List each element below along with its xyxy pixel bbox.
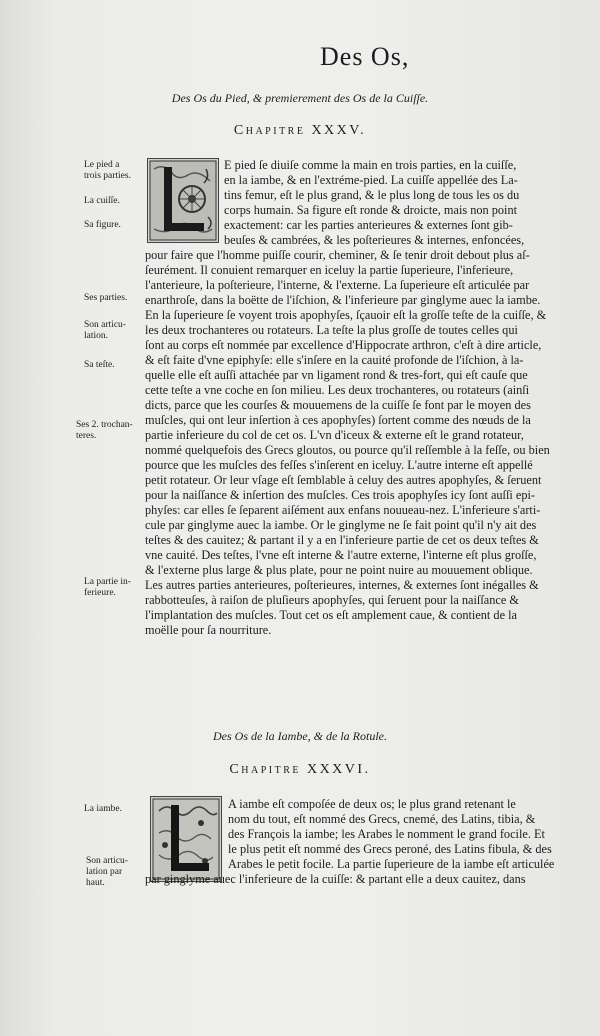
text-line: l'implantation des muſcles. Tout cet os eſt amplement caue, & contient de la <box>145 608 517 622</box>
text-line: Les autres parties anterieures, poſterieures, internes, & externes ſont inégalles & <box>145 578 539 592</box>
text-line: pource que les muſcles des feſſes s'inſerent en iceluy. L'autre interne eſt appellé <box>145 458 533 472</box>
text-line: ſeurément. Il conuient remarquer en iceluy la partie ſuperieure, l'inferieure, <box>145 263 514 277</box>
text-line: enarthroſe, dans la boëtte de l'iſchion, & l'inferieure par ginglyme auec la iambe. <box>145 293 541 307</box>
running-header: Des Os, <box>320 42 410 71</box>
margin-note: Son articu- lation. <box>84 320 126 341</box>
text-line: ſont au corps eſt nommée par excellence d'Hippocrate arthron, c'eſt à dire article, <box>145 338 542 352</box>
text-line: moëlle pour ſa nourriture. <box>145 623 272 637</box>
margin-note: Le pied a trois parties. <box>84 160 131 181</box>
margin-note: Sa teſte. <box>84 360 115 370</box>
text-line: cette teſte a vne coche en ſon milieu. Les deux trochanteres, ou rotateurs (ainſi <box>145 383 530 397</box>
chapter-heading-36: Chapitre XXXVI. <box>229 762 371 777</box>
text-line: petit rotateur. Or leur vſage eſt ſemblable à celuy des autres apophyſes, & ſeruent <box>145 473 542 487</box>
text-line: exactement: car les parties anterieures & externes ſont gib- <box>224 218 513 232</box>
text-line: les deux trochanteres ou rotateurs. La teſte la plus groſſe de toutes celles qui <box>145 323 518 337</box>
text-line: partie inferieure du col de cet os. L'vn d'iceux & externe eſt le grand rotateur, <box>145 428 524 442</box>
text-line: E pied ſe diuiſe comme la main en trois parties, en la cuiſſe, <box>224 158 517 172</box>
section-title-foot: Des Os du Pied, & premierement des Os de la Cuiſſe. <box>171 91 429 105</box>
text-line: en la iambe, & en l'extréme-pied. La cuiſſe appellée des La- <box>224 173 518 187</box>
margin-note: Son articu- lation par haut. <box>86 856 128 888</box>
text-line: par ginglyme auec l'inferieure de la cuiſſe: & partant elle a deux cauitez, dans <box>145 872 526 886</box>
text-line: des François la iambe; les Arabes le nomment le grand focile. Et <box>228 827 545 841</box>
margin-note: Ses 2. trochan- teres. <box>76 420 133 441</box>
ornament-initial-icon <box>151 797 221 881</box>
decorated-initial-l <box>150 796 222 882</box>
text-line: & l'externe plus large & plus plate, pour ne point nuire au mouuement oblique. <box>145 563 533 577</box>
ornament-initial-icon <box>148 159 218 242</box>
text-line: dicts, parce que les courſes & mouuemens de la cuiſſe ſe font par le moyen des <box>145 398 531 412</box>
section-title-leg: Des Os de la Iambe, & de la Rotule. <box>213 729 387 743</box>
margin-note: Sa figure. <box>84 220 121 230</box>
decorated-initial-l <box>147 158 219 243</box>
text-line: muſcles, qui ont leur inſertion à ces apophyſes) ſortent comme des nœuds de la <box>145 413 531 427</box>
text-line: pour la naiſſance & inſertion des muſcles. Ces trois apophyſes icy ſont auſſi epi- <box>145 488 535 502</box>
text-line: A iambe eſt compoſée de deux os; le plus grand retenant le <box>228 797 516 811</box>
text-line: tins femur, eſt le plus grand, & le plus long de tous les os du <box>224 188 520 202</box>
text-line: teſtes & des cauitez; & partant il y a en l'inferieure partie de cet os deux teſtes & <box>145 533 539 547</box>
text-line: & eſt faite d'vne epiphyſe: elle s'inſere en la cauité profonde de l'iſchion, à la- <box>145 353 524 367</box>
text-line: beuſes & cambrées, & les poſterieures & internes, enfoncées, <box>224 233 525 247</box>
margin-note: La iambe. <box>84 804 122 814</box>
text-line: vne cauité. Des teſtes, l'vne eſt interne & l'autre externe, l'interne eſt plus groſſe, <box>145 548 537 562</box>
text-line: nommé quelquefois des Grecs gloutos, ou pource qu'il reſſemble à la feſſe, ou bien <box>145 443 550 457</box>
text-line: nom du tout, eſt nommé des Grecs, cnemé, des Latins, tibia, & <box>228 812 536 826</box>
text-line: Arabes le petit focile. La partie ſuperieure de la iambe eſt articulée <box>228 857 555 871</box>
margin-note: Ses parties. <box>84 293 128 303</box>
margin-note: La partie in- ferieure. <box>84 577 131 598</box>
text-line: pour faire que l'homme puiſſe courir, cheminer, & ſe tenir droit debout plus aſ- <box>145 248 530 262</box>
chapter-heading-35: Chapitre XXXV. <box>233 123 367 138</box>
text-line: le plus petit eſt nommé des Grecs peroné, des Latins fibula, & des <box>228 842 552 856</box>
text-line: l'anterieure, la poſterieure, l'interne, & l'externe. La ſuperieure eſt articulée par <box>145 278 530 292</box>
text-line: phyſes: car elles ſe ſeparent aiſément aux enfans nouueau-nez. L'inferieure s'arti- <box>145 503 541 517</box>
text-line: corps humain. Sa figure eſt ronde & droicte, mais non point <box>224 203 518 217</box>
text-line: cule par ginglyme auec la iambe. Or le ginglyme ne ſe fait point qu'il n'y ait des <box>145 518 537 532</box>
margin-note: La cuiſſe. <box>84 196 120 206</box>
text-line: quelle elle eſt auſſi attachée par vn ligament rond & tres-fort, qui eſt cauſe que <box>145 368 528 382</box>
text-line: En la ſuperieure ſe voyent trois apophyſes, ſçauoir eſt la groſſe teſte de la cuiſſe, & <box>145 308 547 322</box>
text-line: rabbotteuſes, à raiſon de pluſieurs apophyſes, qui ſeruent pour la naiſſance & <box>145 593 519 607</box>
